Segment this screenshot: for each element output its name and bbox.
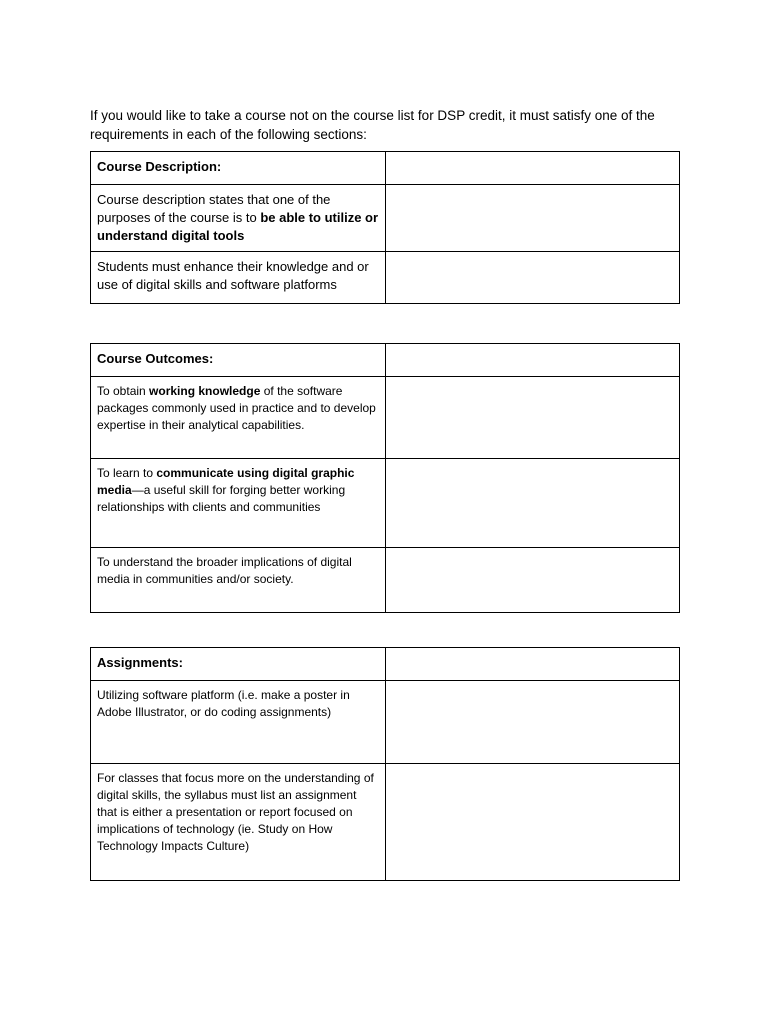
table-header-row: [91, 152, 680, 185]
requirement-text: Utilizing software platform (i.e. make a poster in Adobe Illustrator, or do coding assignments): [97, 688, 350, 719]
intro-paragraph: If you would like to take a course not on the course list for DSP credit, it must satisfy one of the requirements in each of the following sections:: [90, 107, 655, 142]
table-row: [91, 185, 680, 252]
requirement-cell: [91, 252, 386, 304]
blank-answer-cell: [386, 764, 680, 881]
course-outcomes-table: [90, 343, 680, 613]
table-row: [91, 252, 680, 304]
table-header-row: [91, 648, 680, 681]
blank-answer-cell: [386, 252, 680, 304]
requirement-bold-text: be able to utilize or understand digital tools: [97, 210, 379, 243]
blank-answer-cell: [386, 548, 680, 613]
assignments-table: [90, 647, 680, 881]
requirement-text: For classes that focus more on the understanding of digital skills, the syllabus must list an assignment that is either a presentation or report focused on implications of technology (ie. Study on How Technology Impacts Culture): [97, 771, 374, 853]
blank-answer-cell: [386, 459, 680, 548]
table-row: [91, 681, 680, 764]
table-row: [91, 459, 680, 548]
table-row: [91, 548, 680, 613]
course-outcomes-header-blank: [386, 344, 680, 377]
requirement-cell: [91, 764, 386, 881]
course-description-header-blank: [386, 152, 680, 185]
table-row: [91, 377, 680, 459]
blank-answer-cell: [386, 185, 680, 252]
requirement-text: Course description states that one of the purposes of the course is to: [97, 192, 331, 225]
course-description-table: [90, 151, 680, 304]
requirement-cell: [91, 548, 386, 613]
table-header-row: [91, 344, 680, 377]
requirement-cell: [91, 185, 386, 252]
course-outcomes-header: Course Outcomes:: [91, 344, 386, 377]
course-description-header: Course Description:: [91, 152, 386, 185]
requirement-text: To obtain: [97, 384, 150, 398]
requirement-text-after: —a useful skill for forging better working relationships with clients and communities: [97, 483, 346, 514]
assignments-header: Assignments:: [91, 648, 386, 681]
requirement-bold-text: communicate using digital graphic media: [97, 466, 355, 497]
assignments-header-blank: [386, 648, 680, 681]
requirement-text-after: of the software packages commonly used in practice and to develop expertise in their analytical capabilities.: [97, 384, 376, 432]
blank-answer-cell: [386, 377, 680, 459]
table-row: [91, 764, 680, 881]
requirement-cell: [91, 377, 386, 459]
requirement-text: Students must enhance their knowledge and or use of digital skills and software platforms: [97, 259, 369, 292]
blank-answer-cell: [386, 681, 680, 764]
requirement-text: To understand the broader implications of digital media in communities and/or society.: [97, 555, 352, 586]
requirement-cell: [91, 459, 386, 548]
requirement-bold-text: working knowledge: [149, 384, 261, 398]
requirement-text: To learn to: [97, 466, 157, 480]
requirement-cell: [91, 681, 386, 764]
